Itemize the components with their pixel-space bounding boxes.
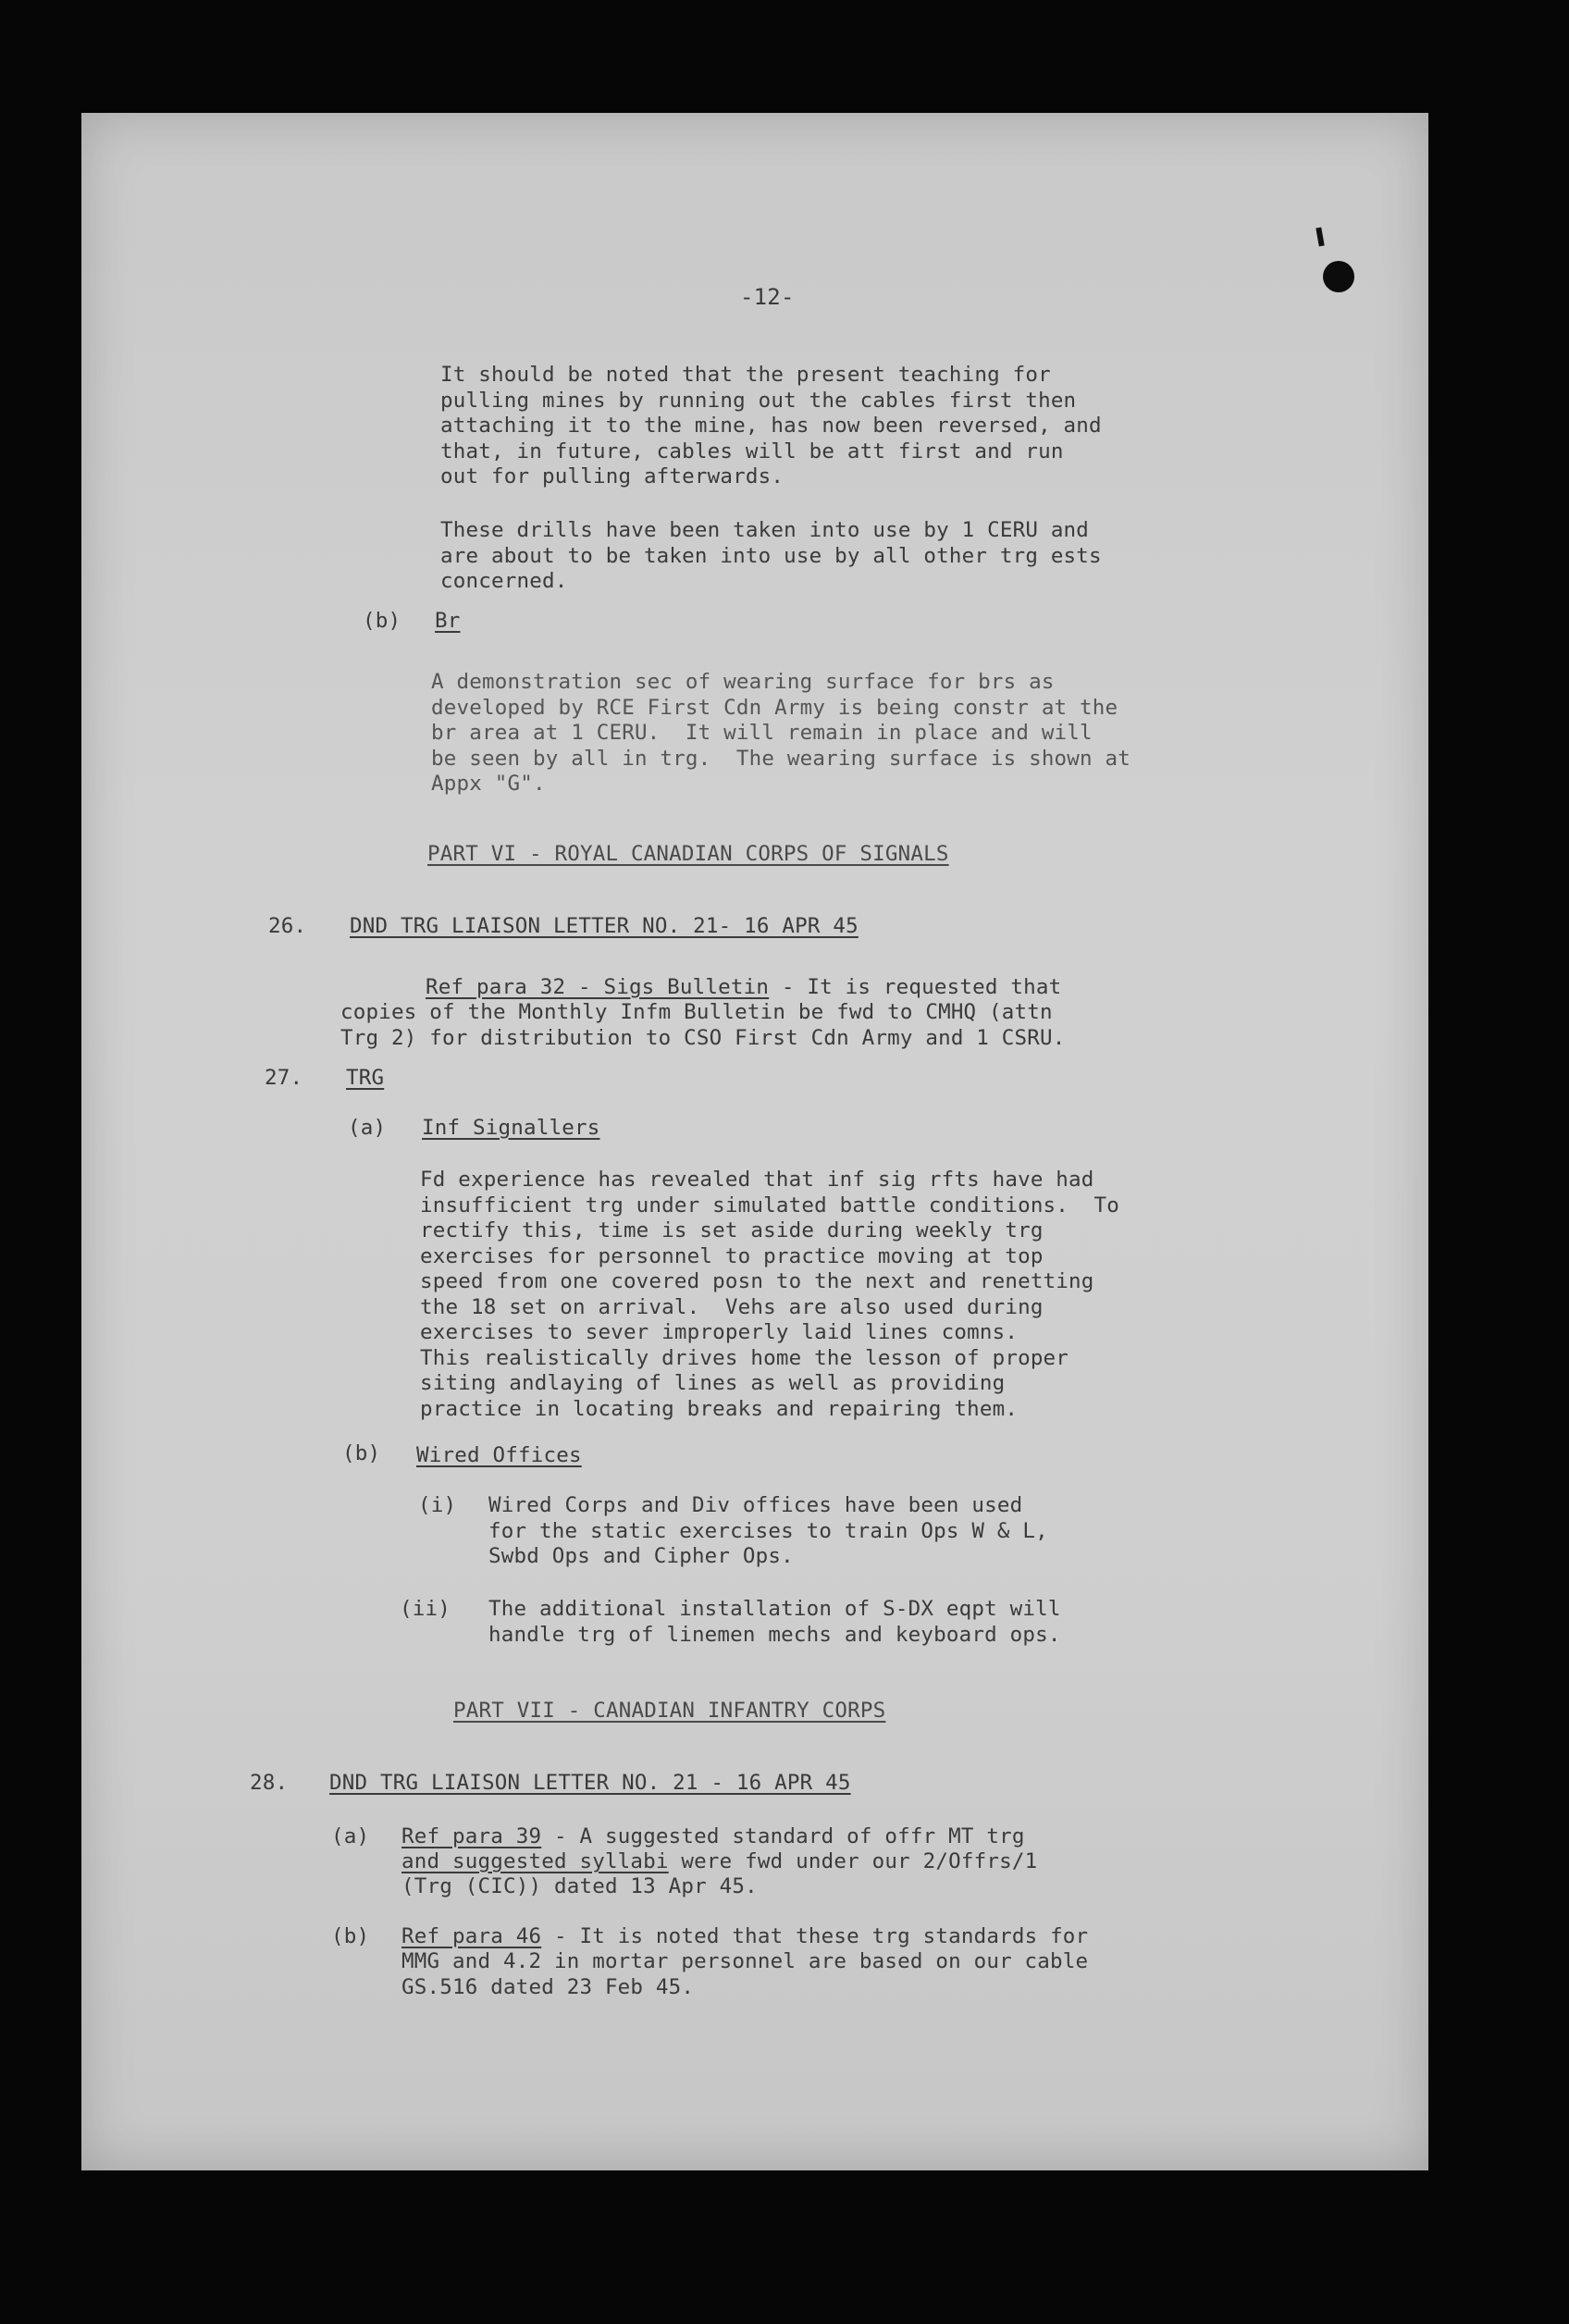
- paragraph-br: A demonstration sec of wearing surface for brs as developed by RCE First Cdn Army is being constr at the br area at 1 CERU. It will remain in place and will be seen by all in trg. The wearing surface is shown at Appx "G".: [431, 670, 1131, 796]
- sub-item-label-ii: (ii): [400, 1597, 451, 1621]
- para-27-number: 27.: [265, 1066, 303, 1090]
- para-28b-text-first: - It is noted that these trg standards for: [541, 1924, 1089, 1948]
- part-vi-title: PART VI - ROYAL CANADIAN CORPS OF SIGNALS: [427, 842, 949, 866]
- paragraph-drills: These drills have been taken into use by 1 CERU and are about to be taken into use by all other trg ests concerned.: [440, 518, 1102, 593]
- para-28a-text-rest: (Trg (CIC)) dated 13 Apr 45.: [402, 1874, 758, 1898]
- para-26-heading: DND TRG LIAISON LETTER NO. 21- 16 APR 45: [350, 914, 859, 938]
- para-26-text-first: - It is requested that: [769, 975, 1062, 999]
- para-28a-text-first: - A suggested standard of offr MT trg: [541, 1824, 1025, 1848]
- para-27-heading: TRG: [346, 1066, 385, 1090]
- para-28a-line1: [402, 1824, 1025, 1850]
- paragraph-inf-signallers: Fd experience has revealed that inf sig rfts have had insufficient trg under simulated battle conditions. To rectify this, time is set aside during weekly trg exercises for personnel to practice moving at top speed from one covered posn to the next and renetting the 18 set on arrival. Vehs are also used during exercises to sever improperly laid lines comns. This realistically drives home the lesson of proper siting andlaying of lines as well as providing practice in locating breaks and repairing them.: [420, 1168, 1120, 1421]
- page-number: -12-: [740, 284, 795, 310]
- item-label-a: (a): [348, 1116, 387, 1140]
- item-heading-br: Br: [435, 609, 461, 633]
- para-26-text-rest: copies of the Monthly Infm Bulletin be fwd to CMHQ (attn Trg 2) for distribution to CSO First Cdn Army and 1 CSRU.: [340, 1000, 1066, 1050]
- para-26-ref: Ref para 32 - Sigs Bulletin: [426, 975, 770, 999]
- para-28-number: 28.: [250, 1771, 289, 1795]
- item-label-a-28: (a): [331, 1824, 370, 1848]
- item-heading-wired-offices: Wired Offices: [416, 1443, 582, 1467]
- part-vii-title: PART VII - CANADIAN INFANTRY CORPS: [453, 1699, 886, 1723]
- para-28b-ref: Ref para 46: [402, 1924, 542, 1948]
- para-28b-line1: [402, 1924, 1088, 1950]
- item-heading-inf-signallers: Inf Signallers: [422, 1116, 600, 1140]
- para-28b-text-rest: MMG and 4.2 in mortar personnel are based on our cable GS.516 dated 23 Feb 45.: [402, 1949, 1089, 1999]
- item-label-b-28: (b): [331, 1924, 370, 1948]
- para-28-heading: DND TRG LIAISON LETTER NO. 21 - 16 APR 45: [329, 1771, 851, 1795]
- sub-item-text-ii: The additional installation of S-DX eqpt will handle trg of linemen mechs and keyboard ops.: [488, 1597, 1061, 1647]
- para-26-number: 26.: [268, 914, 307, 938]
- punch-hole: [1323, 261, 1354, 292]
- paragraph-mines-teaching: It should be noted that the present teaching for pulling mines by running out the cables first then attaching it to the mine, has now been reversed, and that, in future, cables will be att first and run out for pulling afterwards.: [440, 363, 1102, 488]
- para-26-text-line1: [426, 975, 1061, 1001]
- sub-item-text-i: Wired Corps and Div offices have been used for the static exercises to train Ops W & L, Swbd Ops and Cipher Ops.: [488, 1493, 1048, 1568]
- para-28a-ref: Ref para 39: [402, 1824, 542, 1848]
- sub-item-label-i: (i): [418, 1493, 457, 1517]
- item-label-b: (b): [363, 609, 402, 633]
- para-28a-line2: [402, 1849, 1037, 1875]
- para-28a-ref2: and suggested syllabi: [402, 1849, 669, 1873]
- para-28a-text-second: were fwd under our 2/Offrs/1: [668, 1849, 1038, 1873]
- item-label-b-wired: (b): [342, 1441, 381, 1465]
